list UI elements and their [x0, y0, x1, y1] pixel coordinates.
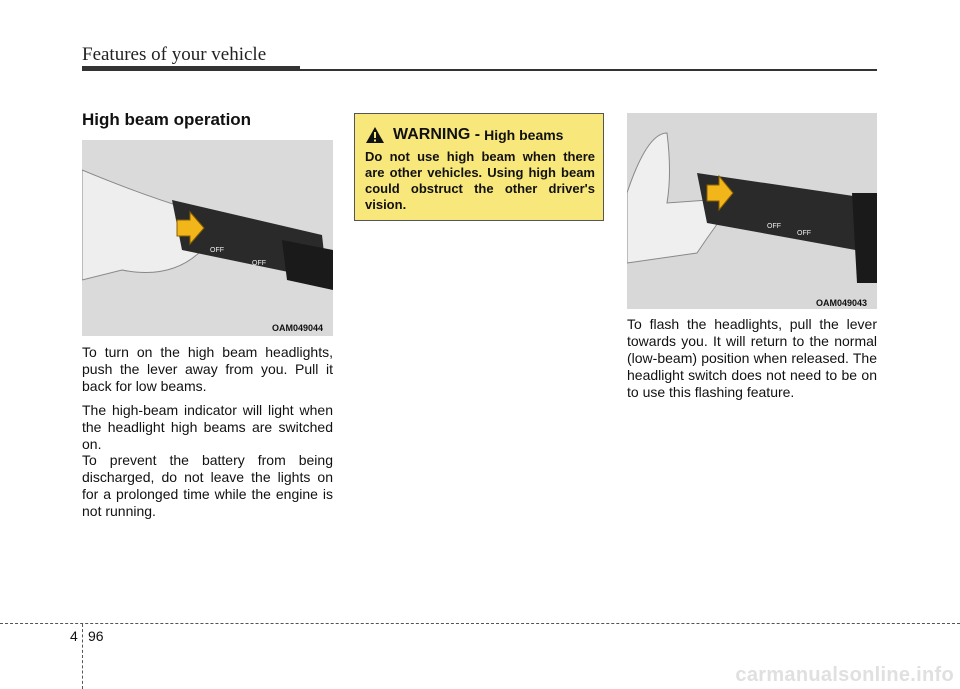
svg-text:OFF: OFF — [252, 260, 266, 267]
watermark: carmanualsonline.info — [735, 664, 954, 686]
warning-triangle-icon — [365, 126, 385, 144]
section-heading: High beam operation — [82, 110, 252, 129]
photo-caption-left: OAM049044 — [272, 323, 324, 333]
paragraph-battery-warning: To prevent the battery from being discharged, do not leave the lights on for a prolonged time while the engine is not running. — [82, 452, 333, 519]
footer-rule — [0, 623, 960, 624]
warning-title: WARNING - — [393, 126, 481, 143]
photo-push-lever — [82, 140, 333, 336]
chapter-number: 4 — [70, 628, 78, 644]
warning-box — [354, 113, 604, 221]
photo-flash-lever — [627, 113, 877, 309]
warning-header — [365, 126, 563, 144]
photo-caption-right: OAM049043 — [816, 298, 868, 308]
svg-text:OFF: OFF — [797, 230, 811, 237]
header-rule-thin — [300, 69, 877, 71]
header-rule-thick — [82, 66, 300, 71]
footer-divider — [82, 624, 83, 689]
paragraph-high-beam-push: To turn on the high beam headlights, push the lever away from you. Pull it back for low beams. — [82, 344, 333, 394]
paragraph-flash-headlights: To flash the headlights, pull the lever towards you. It will return to the normal (low-beam) position when released. The headlight switch does not need to be on to use this flashing feature. — [627, 316, 877, 400]
paragraph-high-beam-indicator: The high-beam indicator will light when the headlight high beams are switched on. — [82, 402, 333, 452]
svg-text:OFF: OFF — [767, 223, 781, 230]
warning-subtitle: High beams — [484, 127, 564, 143]
warning-text: Do not use high beam when there are other vehicles. Using high beam could obstruct the other driver's vision. — [365, 149, 595, 212]
svg-text:OFF: OFF — [210, 247, 224, 254]
page-number: 96 — [88, 628, 104, 644]
page-header-title: Features of your vehicle — [82, 44, 267, 65]
